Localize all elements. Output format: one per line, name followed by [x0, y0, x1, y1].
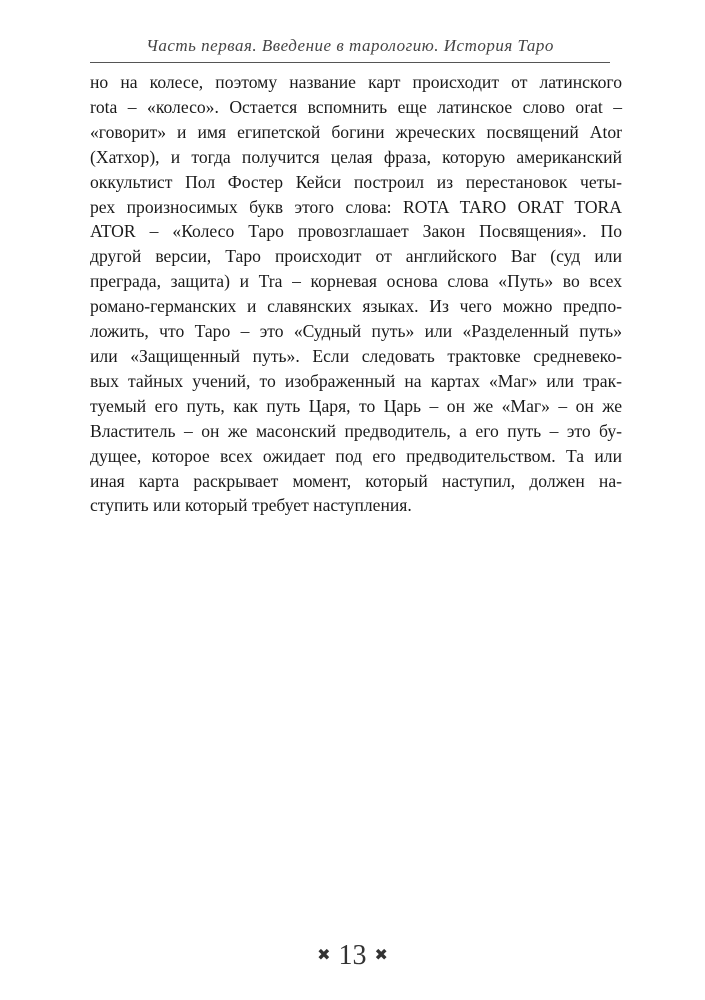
text-line: (Хатхор), и тогда получится целая фраза, которую американский	[90, 146, 622, 167]
text-line: ложить, что Таро – это «Судный путь» или «Разделенный путь»	[90, 321, 622, 342]
text-line: оккультист Пол Фостер Кейси построил из перестановок четы-	[90, 171, 622, 192]
text-line: «говорит» и имя египетской богини жреческих посвящений Ator	[90, 121, 622, 142]
text-line: или «Защищенный путь». Если следовать трактовке средневеко-	[90, 345, 622, 366]
page-number: 13	[338, 940, 367, 971]
text-line: Властитель – он же масонский предводитель, а его путь – это бу-	[90, 420, 622, 441]
text-line: рех произносимых букв этого слова: ROTA TARO ORAT TORA	[90, 196, 622, 217]
ornament-right-icon: ✖	[374, 946, 388, 964]
text-line: ATOR – «Колесо Таро провозглашает Закон Посвящения». По	[90, 221, 622, 242]
header-rule	[90, 62, 610, 63]
text-line: иная карта раскрывает момент, который наступил, должен на-	[90, 470, 622, 491]
text-line: вых тайных учений, то изображенный на картах «Маг» или трак-	[90, 370, 622, 391]
text-line: но на колесе, поэтому название карт происходит от латинского	[90, 72, 622, 92]
text-line: rota – «колесо». Остается вспомнить еще латинское слово orat –	[90, 96, 622, 117]
text-line: дущее, которое всех ожидает под его предводительством. Та или	[90, 445, 622, 466]
running-header: Часть первая. Введение в тарологию. История Таро	[146, 36, 554, 55]
text-line: преграда, защита) и Tra – корневая основа слова «Путь» во всех	[90, 271, 622, 292]
text-line: другой версии, Таро происходит от английского Bar (суд или	[90, 246, 622, 267]
text-line: ступить или который требует наступления.	[90, 495, 412, 516]
page-footer	[0, 938, 705, 976]
text-line: романо-германских и славянских языках. Из чего можно предпо-	[90, 296, 622, 317]
body-paragraph	[90, 70, 622, 518]
ornament-left-icon: ✖	[317, 946, 331, 964]
text-line: туемый его путь, как путь Царя, то Царь – он же «Маг» – он же	[90, 395, 622, 416]
